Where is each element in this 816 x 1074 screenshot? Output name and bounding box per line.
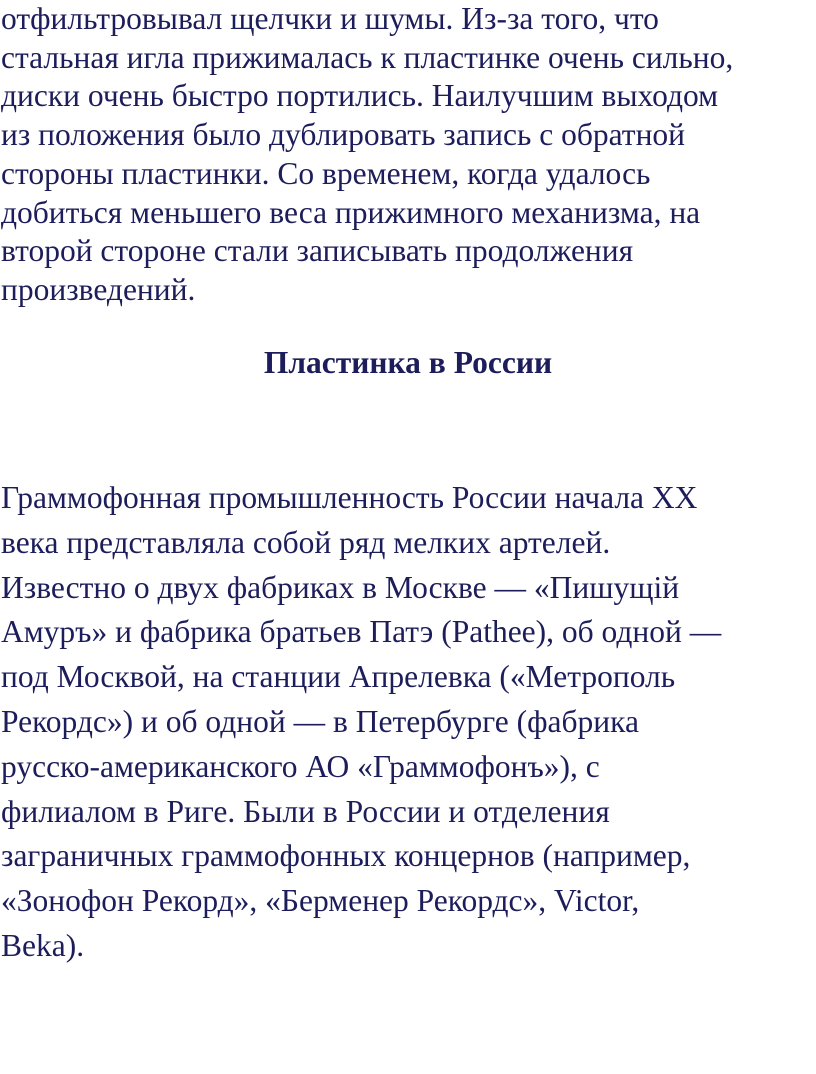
paragraph-line: под Москвой, на станции Апрелевка («Метрополь bbox=[1, 659, 676, 695]
paragraph-line: русско-американского АО «Граммофонъ»), с bbox=[1, 748, 600, 784]
paragraph-line: Рекордс») и об одной — в Петербурге (фабрика bbox=[1, 703, 639, 739]
bottom-paragraph bbox=[1, 476, 813, 969]
paragraph-line: века представляла собой ряд мелких артелей. bbox=[1, 524, 611, 560]
paragraph-line: Известно о двух фабриках в Москве — «Пишущій bbox=[1, 569, 680, 605]
paragraph-line: заграничных граммофонных концернов (например, bbox=[1, 838, 691, 874]
paragraph-line: произведений. bbox=[1, 271, 196, 307]
top-paragraph bbox=[1, 0, 813, 310]
paragraph-line: «Зонофон Рекорд», «Берменер Рекордс», Victor, bbox=[1, 883, 640, 919]
paragraph-line: Beka). bbox=[1, 927, 85, 963]
paragraph-line: филиалом в Риге. Были в России и отделения bbox=[1, 793, 610, 829]
paragraph-line: Граммофонная промышленность России начала XX bbox=[1, 480, 698, 515]
paragraph-line: из положения было дублировать запись с обратной bbox=[1, 117, 686, 153]
paragraph-line: второй стороне стали записывать продолжения bbox=[1, 233, 634, 269]
paragraph-line: Амуръ» и фабрика братьев Патэ (Pathee), об одной — bbox=[1, 614, 722, 650]
paragraph-line: отфильтровывал щелчки и шумы. Из-за того, что bbox=[1, 1, 659, 36]
paragraph-line: добиться меньшего веса прижимного механизма, на bbox=[1, 194, 701, 230]
paragraph-line: диски очень быстро портились. Наилучшим выходом bbox=[1, 78, 719, 114]
section-heading: Пластинка в России bbox=[263, 345, 553, 380]
paragraph-line: стальная игла прижималась к пластинке очень сильно, bbox=[1, 39, 734, 75]
paragraph-line: стороны пластинки. Со временем, когда удалось bbox=[1, 155, 651, 191]
